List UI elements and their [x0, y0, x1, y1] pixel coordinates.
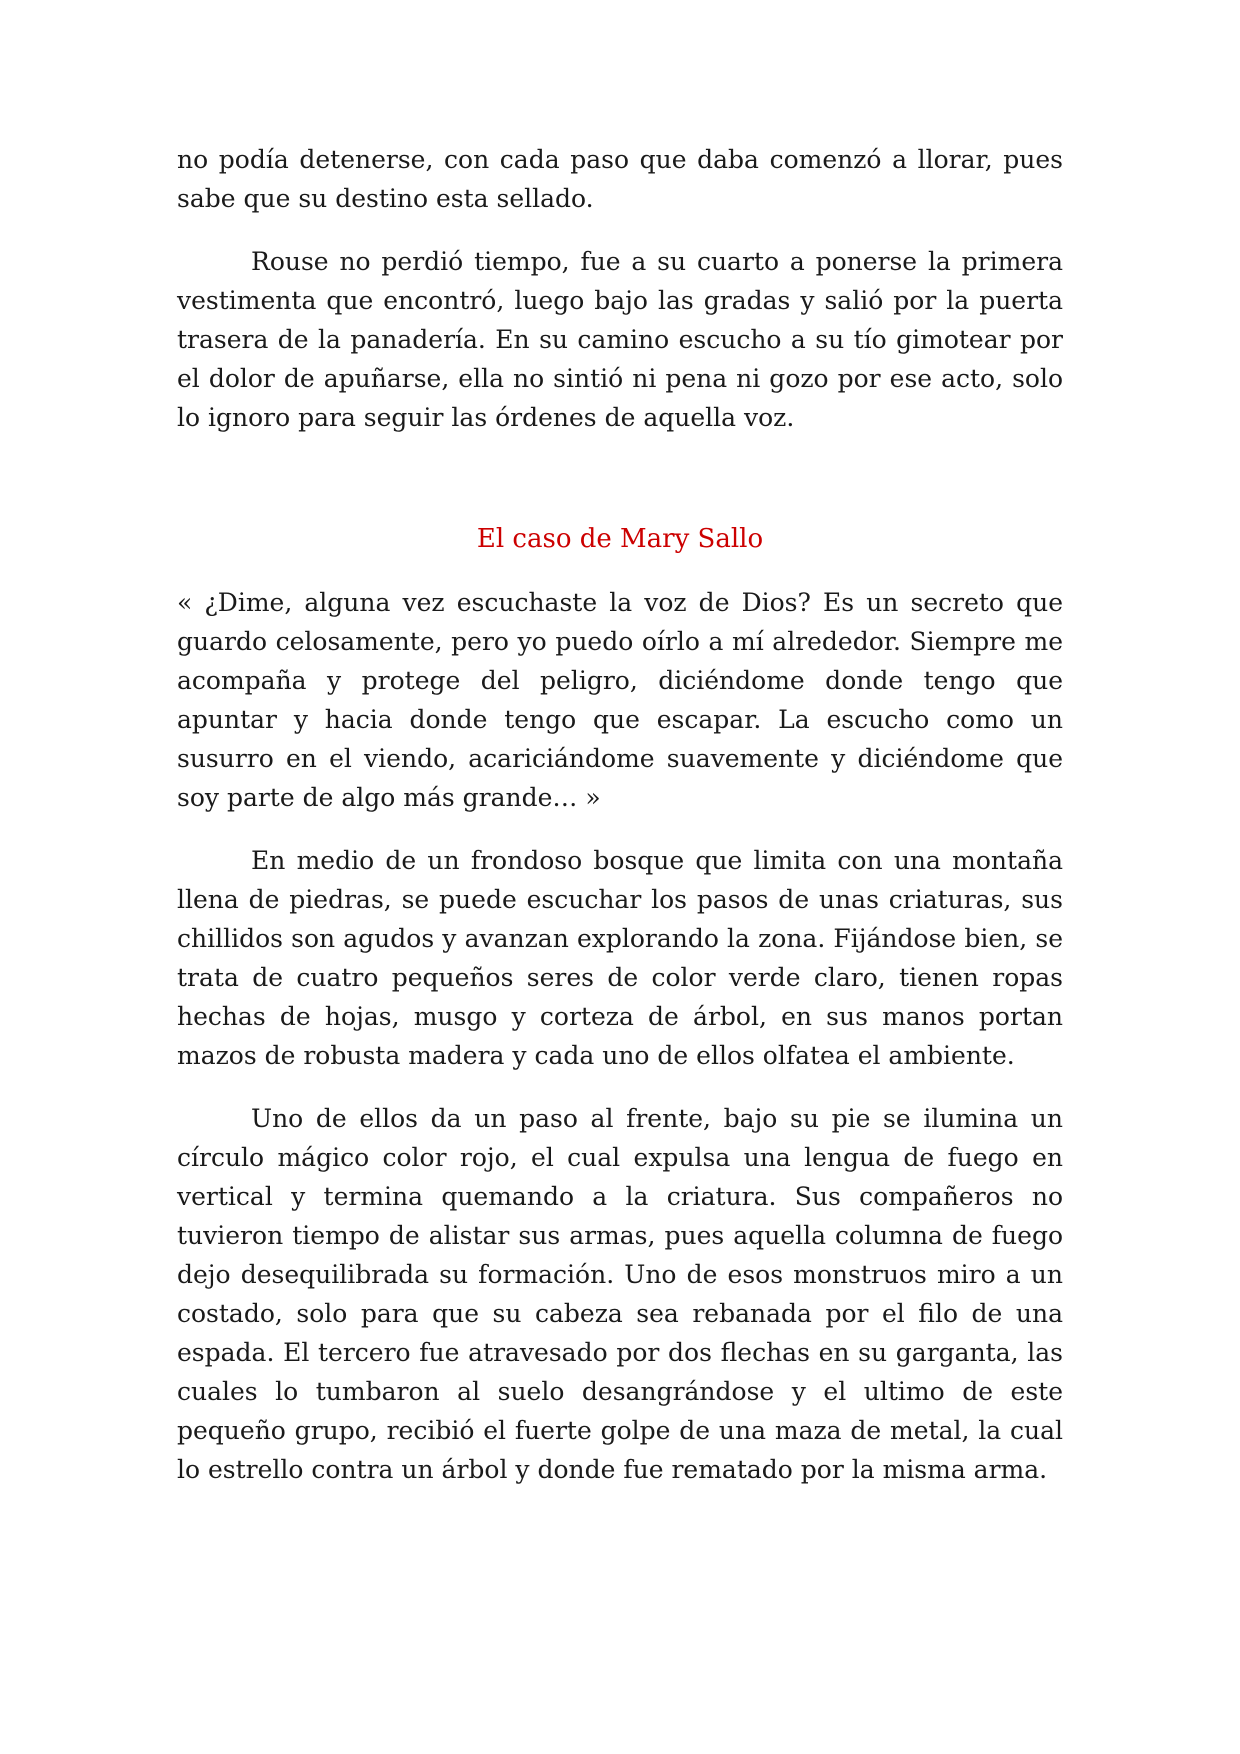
document-page	[177, 140, 1063, 1513]
paragraph-forest: En medio de un frondoso bosque que limita con una montaña llena de piedras, se puede escuchar los pasos de unas criaturas, sus chillidos son agudos y avanzan explorando la zona. Fijándose bien, se trata de cuatro pequeños seres de color verde claro, tienen ropas hechas de hojas, musgo y corteza de árbol, en sus manos portan mazos de robusta madera y cada uno de ellos olfatea el ambiente.	[177, 846, 1063, 1070]
paragraph-rouse: Rouse no perdió tiempo, fue a su cuarto a ponerse la primera vestimenta que encontró, luego bajo las gradas y salió por la puerta trasera de la panadería. En su camino escucho a su tío gimotear por el dolor de apuñarse, ella no sintió ni pena ni gozo por ese acto, solo lo ignoro para seguir las órdenes de aquella voz.	[177, 247, 1063, 432]
paragraph-continuation: no podía detenerse, con cada paso que daba comenzó a llorar, pues sabe que su destino esta sellado.	[177, 145, 1063, 213]
paragraph-quote: « ¿Dime, alguna vez escuchaste la voz de Dios? Es un secreto que guardo celosamente, pero yo puedo oírlo a mí alrededor. Siempre me acompaña y protege del peligro, diciéndome donde tengo que apuntar y hacia donde tengo que escapar. La escucho como un susurro en el viendo, acariciándome suavemente y diciéndome que soy parte de algo más grande… »	[177, 588, 1063, 812]
paragraph-battle: Uno de ellos da un paso al frente, bajo su pie se ilumina un círculo mágico color rojo, el cual expulsa una lengua de fuego en vertical y termina quemando a la criatura. Sus compañeros no tuvieron tiempo de alistar sus armas, pues aquella columna de fuego dejo desequilibrada su formación. Uno de esos monstruos miro a un costado, solo para que su cabeza sea rebanada por el filo de una espada. El tercero fue atravesado por dos flechas en su garganta, las cuales lo tumbaron al suelo desangrándose y el ultimo de este pequeño grupo, recibió el fuerte golpe de una maza de metal, la cual lo estrello contra un árbol y donde fue rematado por la misma arma.	[177, 1104, 1063, 1484]
chapter-title: El caso de Mary Sallo	[476, 524, 764, 554]
